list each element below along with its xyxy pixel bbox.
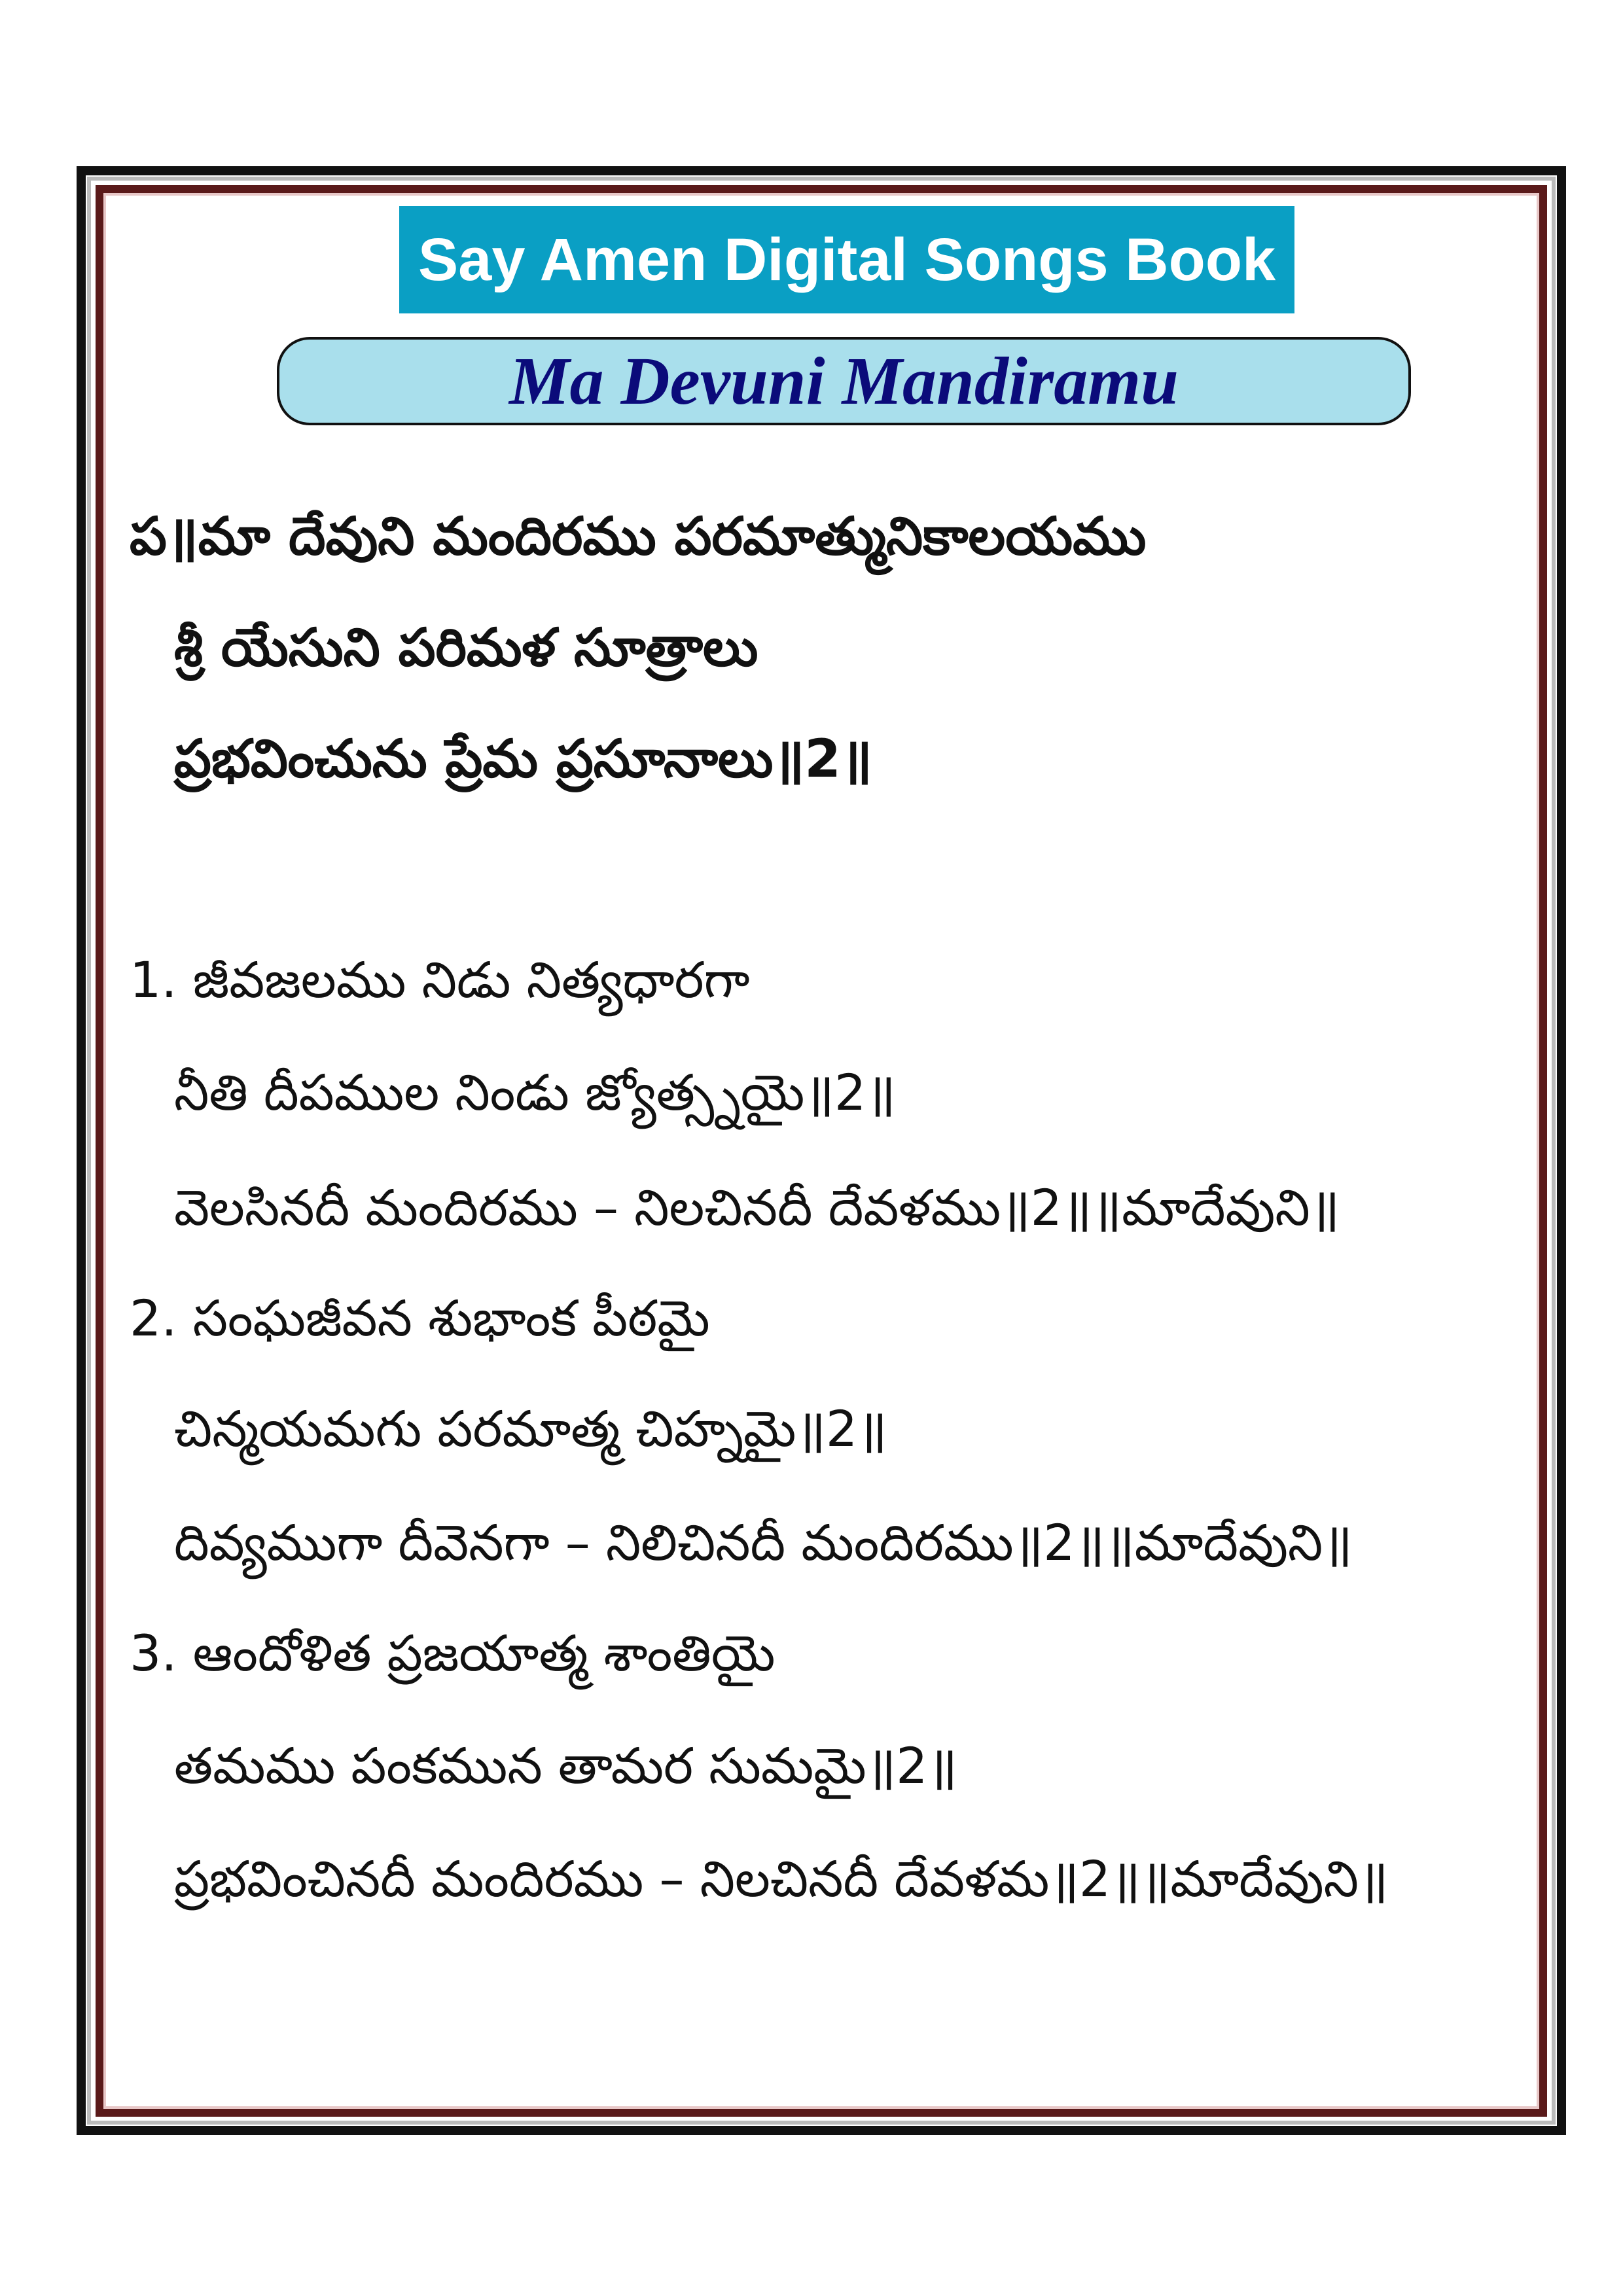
verse-line: 1. జీవజలము నిడు నిత్యధారగా xyxy=(130,951,750,1009)
verse-line: ప్రభవించినదీ మందిరము – నిలచినదీ దేవళమ॥2॥॥మాదేవుని॥ xyxy=(174,1850,1389,1908)
verse-line: చిన్మయమగు పరమాత్మ చిహ్నమై॥2॥ xyxy=(174,1400,887,1458)
book-title: Say Amen Digital Songs Book xyxy=(399,206,1294,313)
verse-line: 2. సంఘజీవన శుభాంక పీఠమై xyxy=(130,1289,710,1347)
verse-line: 3. ఆందోళిత ప్రజయాత్మ శాంతియై xyxy=(130,1624,776,1682)
verse-line: వెలసినదీ మందిరము – నిలచినదీ దేవళము॥2॥॥మాదేవుని॥ xyxy=(174,1178,1340,1237)
chorus-line: శ్రీ యేసుని పరిమళ సూత్రాలు xyxy=(174,617,758,678)
page-border-inner xyxy=(96,185,1547,2117)
song-title: Ma Devuni Mandiramu xyxy=(277,337,1411,425)
chorus-line: ప్రభవించును ప్రేమ ప్రసూనాలు॥2॥ xyxy=(174,728,872,789)
verse-line: దివ్యముగా దీవెనగా – నిలిచినదీ మందిరము॥2॥॥మాదేవుని॥ xyxy=(174,1513,1353,1572)
verse-line: నీతి దీపముల నిండు జ్యోత్స్నయై॥2॥ xyxy=(174,1063,896,1122)
chorus-line: ప॥మా దేవుని మందిరము పరమాత్మునికాలయము xyxy=(130,506,1147,567)
verse-line: తమము పంకమున తామర సుమమై॥2॥ xyxy=(174,1737,958,1795)
